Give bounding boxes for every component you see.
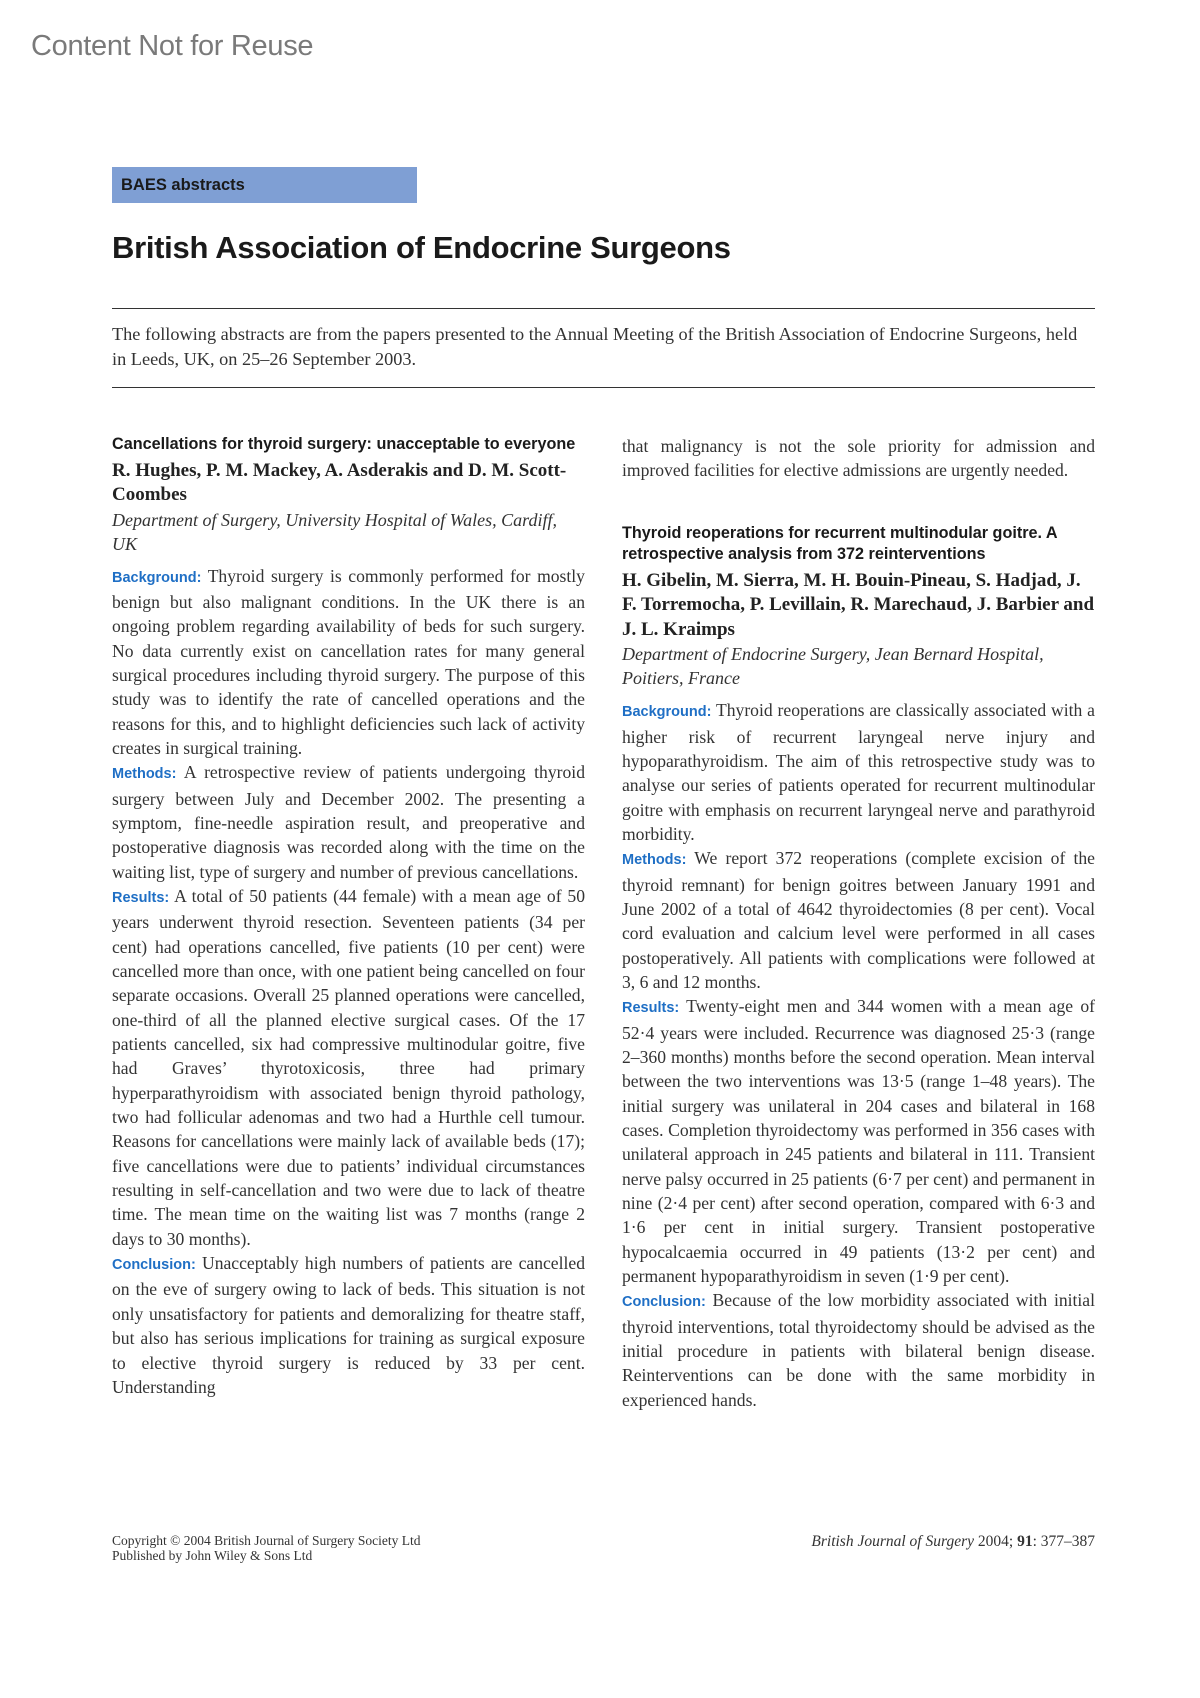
- abstract-title: Thyroid reoperations for recurrent multinodular goitre. A retrospective analysis from 372 reinterventions: [622, 523, 1058, 564]
- section-text: We report 372 reoperations (complete excision of the thyroid remnant) for benign goitres between January 1991 and June 2002 of a total of 4642 thyroidectomies (8 per cent). Vocal cord evaluation and calcium level were performed in all cases postoperatively. All patients with complications were followed at 3, 6 and 12 months.: [622, 848, 1095, 992]
- section-methods: [622, 846, 1095, 994]
- footer-copyright: [112, 1533, 421, 1563]
- journal-year: 2004;: [977, 1533, 1014, 1550]
- section-label: Methods:: [112, 766, 177, 783]
- copyright-text: Copyright © 2004 British Journal of Surgery Society Ltd: [112, 1533, 421, 1548]
- publisher-text: Published by John Wiley & Sons Ltd: [112, 1548, 313, 1563]
- section-text: A total of 50 patients (44 female) with a mean age of 50 years underwent thyroid resection. Seventeen patients (34 per cent) had operations cancelled, five patients (10 per cent) were cancelled more than once, with one patient being cancelled on four separate occasions. Overall 25 planned operations were cancelled, one-third of all the planned elective surgical cases. Of the 17 patients cancelled, six had compressive multinodular goitre, five had Graves’ thyrotoxicosis, three had primary hyperparathyroidism with associated benign thyroid pathology, two had follicular adenomas and two had a Hurthle cell tumour. Reasons for cancellations were mainly lack of available beds (17); five cancellations were due to patients’ individual circumstances resulting in self-cancellation and two were due to lack of theatre time. The mean time on the waiting list was 7 months (range 2 days to 30 months).: [112, 885, 585, 1249]
- abstract-authors: H. Gibelin, M. Sierra, M. H. Bouin-Pineau, S. Hadjad, J. F. Torremocha, P. Levillain, R. Marechaud, J. Barbier and J. L. Kraimps: [622, 569, 1095, 640]
- abstract-2: [622, 523, 1095, 1412]
- abstract-title: Cancellations for thyroid surgery: unacceptable to everyone: [112, 435, 576, 453]
- section-label: Conclusion:: [112, 1257, 196, 1274]
- section-text: A retrospective review of patients undergoing thyroid surgery between July and December 2002. The presenting a symptom, fine-needle aspiration result, and preoperative and postoperative diagnosis was recorded along with the time on the waiting list, type of surgery and number of previous cancellations.: [112, 762, 585, 882]
- section-results: [112, 884, 585, 1251]
- section-background: [622, 698, 1095, 846]
- abstract-affiliation: Department of Surgery, University Hospital of Wales, Cardiff, UK: [112, 509, 557, 554]
- journal-pages: : 377–387: [1032, 1533, 1095, 1550]
- section-label: Results:: [112, 889, 170, 906]
- section-label: Background:: [112, 569, 202, 586]
- section-text: Thyroid surgery is commonly performed for mostly benign but also malignant conditions. In the UK there is an ongoing problem regarding availability of beds for such surgery. No data currently exist on cancellation rates for many general surgical procedures including thyroid surgery. The purpose of this study was to identify the rate of cancelled operations and the reasons for this, and to highlight deficiencies such lack of activity creates in surgical training.: [112, 565, 585, 758]
- section-text: Twenty-eight men and 344 women with a mean age of 52·4 years were included. Recurrence was diagnosed 25·3 (range 2–360 months) months before the second operation. Mean interval between the two interventions was 13·5 (range 1–48 years). The initial surgery was unilateral in 204 cases and bilateral in 168 cases. Completion thyroidectomy was performed in 356 cases with unilateral approach in 245 patients and bilateral in 111. Transient nerve palsy occurred in 25 patients (6·7 per cent) and permanent in nine (2·4 per cent) after second operation, compared with 6·3 and 1·6 per cent in initial surgery. Transient postoperative hypocalcaemia occurred in 49 patients (13·2 per cent) and permanent hypoparathyroidism in seven (1·9 per cent).: [622, 996, 1095, 1287]
- section-conclusion: [112, 1251, 585, 1399]
- section-label: Conclusion:: [622, 1294, 706, 1311]
- section-label: BAES abstracts: [112, 167, 417, 203]
- abstract-authors: R. Hughes, P. M. Mackey, A. Asderakis and D. M. Scott-Coombes: [112, 459, 567, 505]
- section-methods: [112, 760, 585, 884]
- section-label: Results:: [622, 1000, 680, 1017]
- section-text: Because of the low morbidity associated with initial thyroid interventions, total thyroidectomy should be advised as the initial procedure in patients with bilateral benign disease. Reinterventions can be done with the same morbidity in experienced hands.: [622, 1290, 1095, 1410]
- page-title: British Association of Endocrine Surgeons: [112, 230, 731, 265]
- column-right: [622, 434, 1095, 1412]
- intro-text: The following abstracts are from the papers presented to the Annual Meeting of the British Association of Endocrine Surgeons, held in Leeds, UK, on 25–26 September 2003.: [112, 324, 1078, 369]
- divider: [112, 308, 1095, 309]
- section-text: Unacceptably high numbers of patients are cancelled on the eve of surgery owing to lack of beds. This situation is not only unsatisfactory for patients and demoralizing for theatre staff, but also has serious implications for training as surgical exposure to elective thyroid surgery is reduced by 33 per cent. Understanding: [112, 1253, 585, 1397]
- section-label: Background:: [622, 704, 712, 721]
- journal-volume: 91: [1017, 1533, 1033, 1550]
- section-conclusion: [622, 1288, 1095, 1412]
- column-left: [112, 434, 585, 1399]
- divider: [112, 387, 1095, 388]
- journal-name: British Journal of Surgery: [811, 1533, 974, 1550]
- section-label: Methods:: [622, 852, 687, 869]
- conclusion-continuation: that malignancy is not the sole priority for admission and improved facilities for elective admissions are urgently needed.: [622, 436, 1095, 481]
- footer-citation: [811, 1533, 1095, 1551]
- abstract-affiliation: Department of Endocrine Surgery, Jean Bernard Hospital, Poitiers, France: [622, 644, 1044, 689]
- section-background: [112, 564, 585, 761]
- section-results: [622, 994, 1095, 1288]
- section-text: Thyroid reoperations are classically associated with a higher risk of recurrent laryngeal nerve injury and hypoparathyroidism. The aim of this retrospective study was to analyse our series of patients operated for recurrent multinodular goitre with emphasis on recurrent laryngeal nerve and parathyroid morbidity.: [622, 700, 1095, 844]
- watermark: Content Not for Reuse: [31, 30, 314, 62]
- abstract-1: [112, 434, 585, 1399]
